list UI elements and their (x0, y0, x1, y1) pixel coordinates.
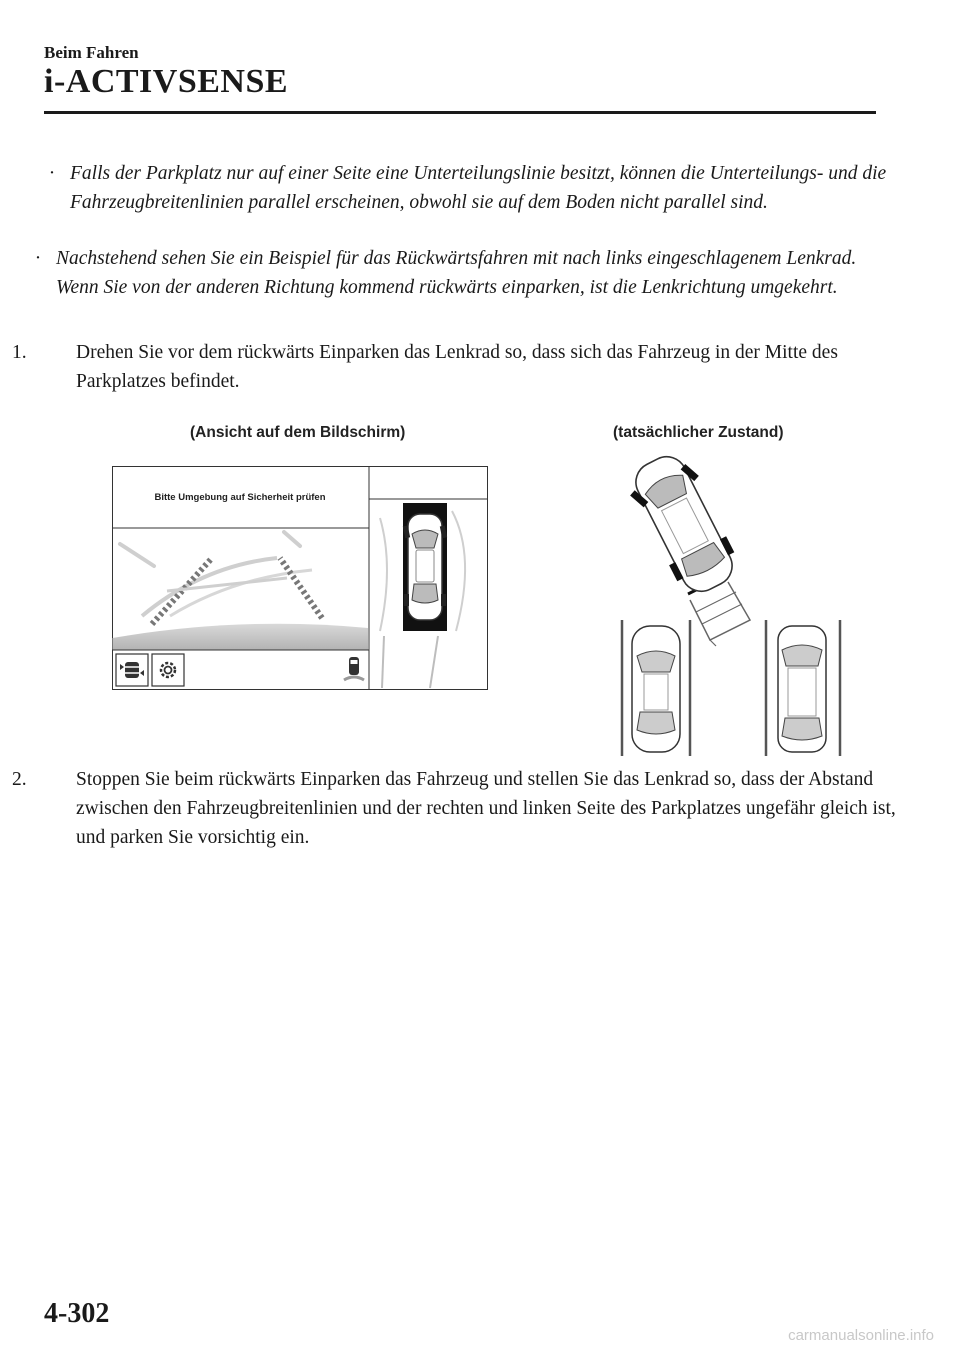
bullet-mark: · (34, 248, 42, 269)
top-view-car (403, 514, 447, 620)
page-number: 4-302 (44, 1298, 110, 1329)
title-divider (44, 111, 876, 114)
step-2 (12, 765, 908, 852)
section-label: Beim Fahren (44, 43, 139, 62)
step-1 (12, 338, 908, 396)
screen-warning-message: Bitte Umgebung auf Sicherheit prüfen (154, 492, 326, 503)
reversing-car (621, 450, 747, 602)
settings-button[interactable] (152, 654, 184, 686)
step-2-number: 2. (12, 769, 27, 790)
caption-screen-view: (Ansicht auf dem Bildschirm) (190, 424, 406, 441)
bullet-mark: · (48, 163, 56, 184)
page-title: i-ACTIVSENSE (44, 63, 289, 100)
step-2-text: Stoppen Sie beim rückwärts Einparken das Fahrzeug und stellen Sie das Lenkrad so, dass der Abstand zwischen den Fahrzeugbreitenlinien und der rechten und linken Seite des Parkplatzes ungefähr gleich ist, und parken Sie vorsichtig ein. (76, 769, 896, 848)
note-bullet-1 (48, 159, 890, 217)
watermark: carmanualsonline.info (788, 1327, 934, 1344)
parked-car-left (632, 626, 680, 752)
caption-actual-state: (tatsächlicher Zustand) (613, 424, 784, 441)
screen-view-illustration (112, 466, 488, 690)
parked-car-right (778, 626, 826, 752)
note-bullet-1-text: Falls der Parkplatz nur auf einer Seite eine Unterteilungslinie besitzt, können die Unterteilungs- und die Fahrzeugbreitenlinien parallel erscheinen, obwohl sie auf dem Boden nicht parallel sind. (70, 163, 887, 213)
note-bullet-2 (34, 244, 890, 302)
note-bullet-2-text: Nachstehend sehen Sie ein Beispiel für das Rückwärtsfahren mit nach links eingeschlagenem Lenkrad. Wenn Sie von der anderen Richtung kommend rückwärts einparken, ist die Lenkrichtung umgekehrt. (56, 248, 857, 298)
step-1-number: 1. (12, 342, 27, 363)
actual-state-illustration (598, 450, 860, 762)
step-1-text: Drehen Sie vor dem rückwärts Einparken das Lenkrad so, dass sich das Fahrzeug in der Mitte des Parkplatzes befindet. (76, 342, 838, 392)
